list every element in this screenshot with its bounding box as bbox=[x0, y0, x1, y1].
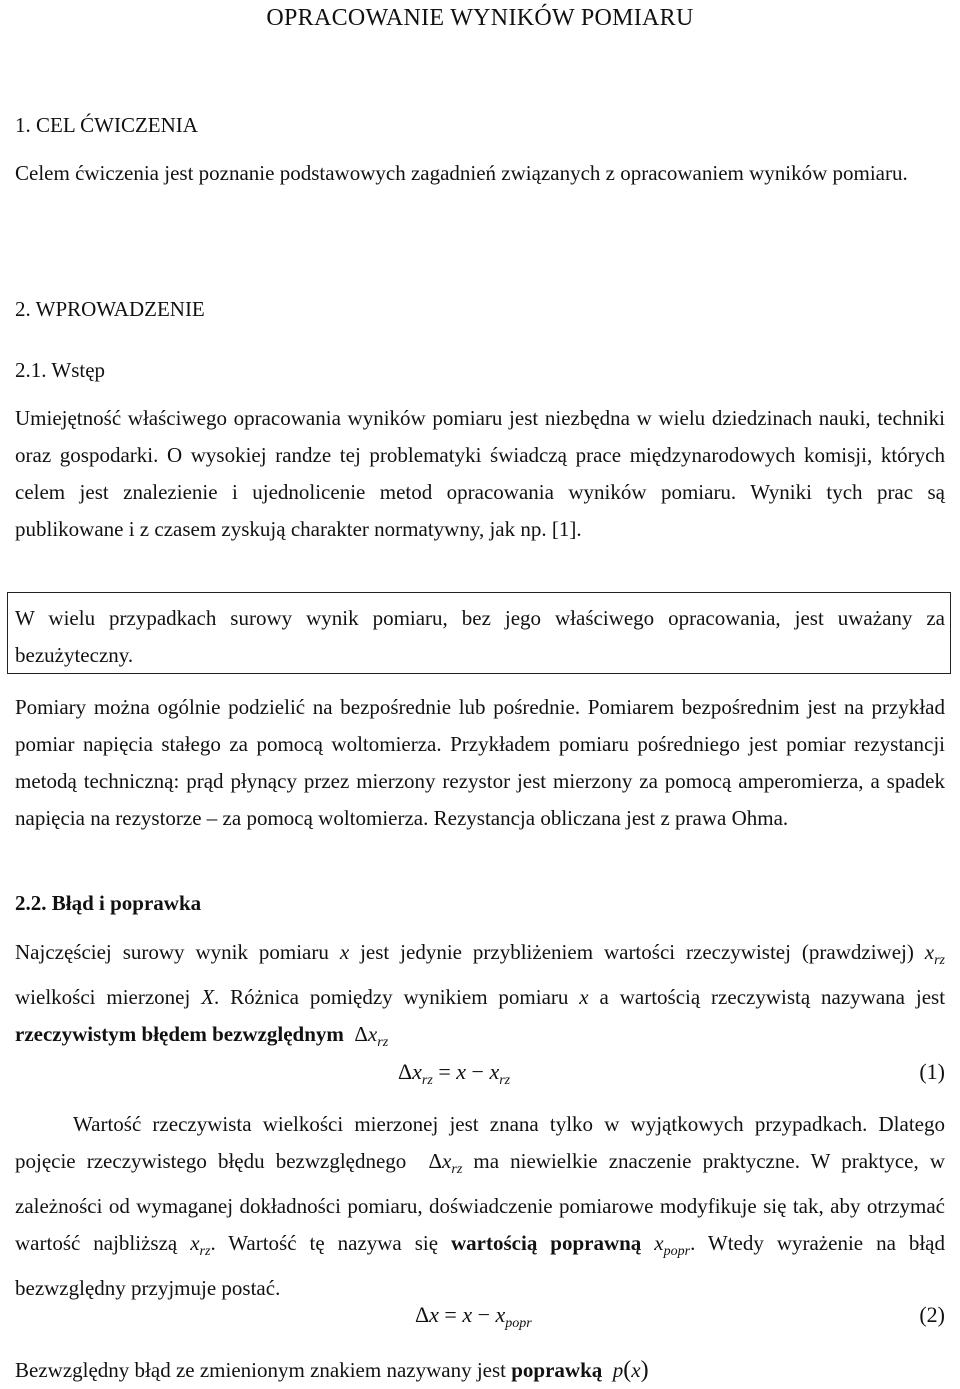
subsection-2-2-heading: 2.2. Błąd i poprawka bbox=[15, 891, 202, 915]
equation-2-formula: $\Delta x = x - x_{popr}$ bbox=[415, 1302, 532, 1331]
section-1-paragraph: Celem ćwiczenia jest poznanie podstawowych zagadnień związanych z opracowaniem wyników pomiaru. bbox=[15, 161, 908, 185]
measurement-types-paragraph bbox=[15, 689, 945, 837]
term-correction: poprawką bbox=[511, 1358, 603, 1382]
intro-paragraph-text: Umiejętność właściwego opracowania wyników pomiaru jest niezbędna w wielu dziedzinach nauki, techniki oraz gospodarki. O wysokiej randze tej problematyki świadczą prace międzynarodowych komisji, których celem jest znalezienie i ujednolicenie metod opracowania wyników pomiaru. Wyniki tych prac są publikowane i z czasem zyskują charakter normatywny, jak np. [1]. bbox=[15, 406, 945, 541]
section-1-text bbox=[15, 155, 945, 192]
section-2-heading: 2. WPROWADZENIE bbox=[15, 297, 205, 321]
correction-paragraph: Bezwzględny błąd ze zmienionym znakiem nazywany jest poprawką p(x) bbox=[15, 1357, 649, 1383]
intro-paragraph bbox=[15, 400, 945, 548]
boxed-paragraph-text: W wielu przypadkach surowy wynik pomiaru, bez jego właściwego opracowania, jest uważany za bezużyteczny. bbox=[15, 606, 945, 667]
correct-value-paragraph: Wartość rzeczywista wielkości mierzonej jest znana tylko w wyjątkowych przypadkach. Dlatego pojęcie rzeczywistego błędu bezwzględnego $\Delta x_{rz}$ ma niewielkie znaczenie praktyczne. W praktyce, w zależności od wymaganej dokładności pomiaru, doświadczenie pomiarowe modyfikuje się tak, aby otrzymać wartość najbliższą $x_{rz}$. Wartość tę nazywa się wartością poprawną $x_{popr}$. Wtedy wyrażenie na błąd bezwzględny przyjmuje postać. bbox=[15, 1112, 946, 1300]
section-1-heading: 1. CEL ĆWICZENIA bbox=[15, 113, 198, 137]
equation-2-number: (2) bbox=[919, 1302, 945, 1327]
error-definition-paragraph: Najczęściej surowy wynik pomiaru x jest jedynie przybliżeniem wartości rzeczywistej (prawdziwej) $x_{rz}$ wielkości mierzonej X. Różnica pomiędzy wynikiem pomiaru x a wartością rzeczywistą nazywana jest rzeczywistym błędem bezwzględnym $\Delta x_{rz}$ bbox=[15, 940, 946, 1050]
equation-1-number: (1) bbox=[919, 1059, 945, 1084]
boxed-paragraph bbox=[15, 600, 945, 674]
term-absolute-error: rzeczywistym błędem bezwzględnym bbox=[15, 1022, 344, 1046]
measurement-types-text: Pomiary można ogólnie podzielić na bezpośrednie lub pośrednie. Pomiarem bezpośrednim jest na przykład pomiar napięcia stałego za pomocą woltomierza. Przykładem pomiaru pośredniego jest pomiar rezystancji metodą techniczną: prąd płynący przez mierzony rezystor jest mierzony za pomocą amperomierza, a spadek napięcia na rezystorze – za pomocą woltomierza. Rezystancja obliczana jest z prawa Ohma. bbox=[15, 695, 945, 830]
equation-1-formula: $\Delta x_{rz} = x - x_{rz}$ bbox=[398, 1059, 511, 1088]
term-correct-value: wartością poprawną bbox=[451, 1231, 642, 1255]
subsection-2-1-heading: 2.1. Wstęp bbox=[15, 358, 106, 382]
page-title: OPRACOWANIE WYNIKÓW POMIARU bbox=[266, 5, 694, 31]
